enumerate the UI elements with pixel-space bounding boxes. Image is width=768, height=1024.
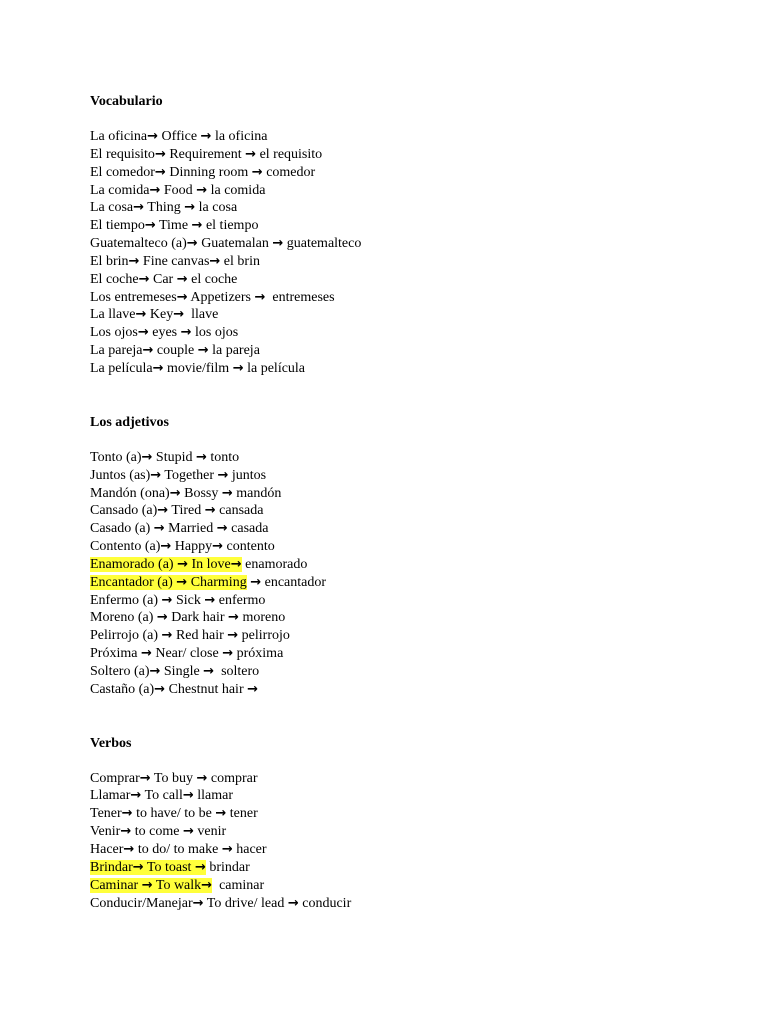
entry-text: Guatemalteco (a) [90, 236, 187, 252]
entry-text: Contento (a) [90, 539, 161, 555]
arrow-icon: → [194, 859, 206, 875]
vocab-entry [90, 182, 730, 200]
entry-text: casada [227, 521, 269, 537]
arrow-icon: → [177, 556, 188, 572]
entry-text: Castaño (a) [90, 681, 155, 697]
vocab-entry [90, 467, 730, 485]
arrow-icon: → [176, 574, 188, 590]
arrow-icon: → [128, 253, 140, 269]
vocab-entry [90, 538, 730, 556]
vocab-entry [90, 199, 730, 217]
entry-text: Office [158, 129, 201, 144]
arrow-icon: → [120, 824, 132, 840]
entry-text: enfermo [215, 592, 266, 608]
entry-text: movie/film [163, 360, 233, 376]
arrow-icon: → [196, 182, 208, 198]
arrow-icon: → [200, 129, 212, 144]
vocab-entry [90, 805, 730, 823]
vocab-entry [90, 609, 730, 627]
arrow-icon: → [144, 218, 156, 234]
entry-text: Encantador (a) [90, 574, 177, 590]
entry-text: Happy [171, 539, 213, 555]
entry-text: To drive/ lead [203, 895, 288, 911]
entry-text: el coche [187, 271, 238, 287]
entry-text: el brin [220, 253, 260, 269]
entry-text: Llamar [90, 788, 131, 804]
arrow-icon: → [176, 289, 188, 305]
section-adjetivos [90, 414, 730, 699]
arrow-icon: → [287, 895, 299, 911]
arrow-icon: → [154, 146, 166, 162]
entry-text: Cansado (a) [90, 503, 158, 519]
entry-text: La comida [90, 182, 150, 198]
entry-text: eyes [148, 325, 181, 341]
entry-text: Time [155, 218, 192, 234]
arrow-icon: → [182, 788, 194, 804]
section-vocabulario [90, 93, 730, 378]
arrow-icon: → [197, 343, 209, 359]
entry-text: Chestnut hair [165, 681, 248, 697]
vocab-entry [90, 681, 730, 699]
arrow-icon: → [135, 307, 147, 323]
arrow-icon: → [142, 343, 154, 359]
vocab-entry [90, 859, 730, 877]
entry-text: Charming [187, 574, 247, 590]
entry-text: Appetizers [187, 289, 255, 305]
entry-text: llamar [193, 788, 234, 804]
document-page [90, 93, 730, 912]
entry-text: tonto [206, 449, 240, 465]
entry-text: El brin [90, 253, 129, 269]
arrow-icon: → [215, 806, 227, 822]
arrow-icon: → [209, 253, 221, 269]
vocab-entry [90, 574, 730, 592]
entry-text: comprar [207, 770, 258, 786]
entry-text: Comprar [90, 770, 140, 786]
entry-text: llave [184, 307, 219, 323]
entry-text: encantador [261, 574, 327, 590]
arrow-icon: → [251, 164, 263, 180]
vocab-entry [90, 770, 730, 788]
arrow-icon: → [212, 539, 224, 555]
arrow-icon: → [250, 574, 262, 590]
arrow-icon: → [150, 467, 162, 483]
arrow-icon: → [204, 592, 216, 608]
entry-text: Soltero (a) [90, 663, 150, 679]
entry-text: Tired [168, 503, 205, 519]
entry-text: mandón [232, 485, 282, 501]
arrow-icon: → [160, 539, 172, 555]
arrow-icon: → [232, 360, 244, 376]
vocab-entry [90, 663, 730, 681]
vocab-entry [90, 645, 730, 663]
entry-text: entremeses [265, 289, 335, 305]
entry-text: venir [193, 824, 227, 840]
vocab-entry [90, 235, 730, 253]
arrow-icon: → [216, 521, 228, 537]
entry-text: La oficina [90, 129, 148, 144]
arrow-icon: → [227, 628, 239, 644]
arrow-icon: → [196, 449, 207, 465]
arrow-icon: → [245, 146, 257, 162]
arrow-icon: → [141, 449, 153, 465]
arrow-icon: → [140, 646, 152, 662]
entry-text: la oficina [211, 129, 268, 144]
entry-text: la película [243, 360, 306, 376]
arrow-icon: → [149, 182, 161, 198]
vocab-entry [90, 627, 730, 645]
vocab-entry [90, 592, 730, 610]
arrow-icon: → [182, 824, 194, 840]
arrow-icon: → [133, 200, 145, 216]
arrow-icon: → [201, 877, 213, 893]
arrow-icon: → [184, 200, 196, 216]
entry-list [90, 449, 730, 699]
entry-text: La cosa [90, 200, 134, 216]
arrow-icon: → [130, 788, 142, 804]
entry-text: El comedor [90, 164, 155, 180]
arrow-icon: → [173, 307, 185, 323]
vocab-entry [90, 306, 730, 324]
arrow-icon: → [161, 592, 173, 608]
entry-text: Single [160, 663, 204, 679]
entry-text: moreno [238, 610, 286, 626]
arrow-icon: → [137, 325, 149, 341]
entry-text: cansada [215, 503, 264, 519]
arrow-icon: → [154, 164, 166, 180]
section-title: Los adjetivos [90, 414, 169, 430]
entry-text: Red hair [172, 628, 228, 644]
arrow-icon: → [156, 610, 168, 626]
entry-text: Dinning room [165, 164, 252, 180]
vocab-entry [90, 520, 730, 538]
entry-text: caminar [212, 877, 265, 893]
vocab-entry [90, 823, 730, 841]
arrow-icon: → [132, 859, 144, 875]
entry-text: To call [141, 788, 183, 804]
vocab-entry [90, 342, 730, 360]
entry-text: la cosa [195, 200, 238, 216]
arrow-icon: → [180, 325, 192, 341]
vocab-entry [90, 449, 730, 467]
entry-text: hacer [232, 842, 267, 857]
entry-text: juntos [228, 467, 267, 483]
vocab-entry [90, 787, 730, 805]
arrow-icon: → [139, 770, 151, 786]
entry-text: Fine canvas [139, 253, 210, 269]
arrow-icon: → [203, 663, 215, 679]
arrow-icon: → [217, 467, 229, 483]
entry-text: comedor [262, 164, 316, 180]
entry-text: Guatemalan [197, 236, 273, 252]
entry-text: Stupid [152, 449, 196, 465]
vocab-entry [90, 217, 730, 235]
arrow-icon: → [222, 646, 234, 662]
entry-text: conducir [298, 895, 352, 911]
arrow-icon: → [153, 521, 165, 537]
section-title: Verbos [90, 735, 132, 751]
entry-text: próxima [233, 646, 284, 662]
arrow-icon: → [176, 271, 188, 287]
entry-text: El requisito [90, 146, 155, 162]
entry-text: to do/ to make [134, 842, 222, 857]
entry-text: Enamorado (a) [90, 556, 178, 572]
entry-text: to have/ to be [132, 806, 216, 822]
entry-text: Tonto (a) [90, 449, 142, 465]
arrow-icon: → [254, 289, 266, 305]
arrow-icon: → [196, 770, 208, 786]
arrow-icon: → [228, 610, 239, 626]
vocab-entry [90, 485, 730, 503]
entry-text: Key [146, 307, 174, 323]
arrow-icon: → [161, 628, 173, 644]
entry-text: enamorado [241, 556, 308, 572]
entry-text: Juntos (as) [90, 467, 151, 483]
entry-text: la comida [207, 182, 266, 198]
arrow-icon: → [141, 877, 153, 893]
entry-text: brindar [205, 859, 250, 875]
arrow-icon: → [157, 503, 169, 519]
arrow-icon: → [272, 236, 284, 252]
entry-text: Casado (a) [90, 521, 154, 537]
entry-text: Thing [144, 200, 185, 216]
vocab-entry [90, 164, 730, 182]
arrow-icon: → [169, 485, 181, 501]
entry-list [90, 770, 730, 913]
entry-text: to come [131, 824, 183, 840]
vocab-entry [90, 502, 730, 520]
entry-text: Moreno (a) [90, 610, 157, 626]
entry-text: soltero [214, 663, 260, 679]
arrow-icon: → [192, 895, 204, 911]
entry-text: Pelirrojo (a) [90, 628, 162, 644]
arrow-icon: → [204, 503, 216, 519]
arrow-icon: → [230, 556, 242, 572]
entry-text: guatemalteco [283, 236, 362, 252]
arrow-icon: → [221, 485, 233, 501]
arrow-icon: → [147, 129, 159, 144]
arrow-icon: → [191, 218, 203, 234]
entry-text: To toast [143, 859, 195, 875]
vocab-entry [90, 271, 730, 289]
entry-text: Venir [90, 824, 121, 840]
entry-text: To walk [152, 877, 202, 893]
entry-text: Hacer [90, 842, 124, 857]
vocab-entry [90, 895, 730, 913]
vocab-entry [90, 556, 730, 574]
entry-text: Near/ close [151, 646, 223, 662]
entry-text: La pareja [90, 343, 143, 359]
entry-text: Los entremeses [90, 289, 177, 305]
entry-text: Food [160, 182, 197, 198]
entry-text: La película [90, 360, 153, 376]
entry-text: Together [161, 467, 218, 483]
entry-text: Tener [90, 806, 122, 822]
arrow-icon: → [149, 663, 161, 679]
vocab-entry [90, 841, 730, 859]
entry-list [90, 128, 730, 378]
entry-text: Car [149, 271, 177, 287]
entry-text: contento [223, 539, 275, 555]
arrow-icon: → [138, 271, 150, 287]
vocab-entry [90, 146, 730, 164]
vocab-entry [90, 324, 730, 342]
arrow-icon: → [121, 806, 133, 822]
entry-text: Próxima [90, 646, 141, 662]
entry-text: El tiempo [90, 218, 145, 234]
vocab-entry [90, 289, 730, 307]
entry-text: La llave [90, 307, 136, 323]
entry-text: Dark hair [167, 610, 229, 626]
arrow-icon: → [221, 842, 233, 857]
entry-text: el requisito [256, 146, 323, 162]
entry-text: Conducir/Manejar [90, 895, 193, 911]
arrow-icon: → [154, 681, 166, 697]
entry-text: Bossy [180, 485, 222, 501]
section-title: Vocabulario [90, 94, 163, 109]
entry-text: Married [164, 521, 217, 537]
entry-text: Sick [172, 592, 205, 608]
entry-text: tener [226, 806, 258, 822]
vocab-entry [90, 253, 730, 271]
arrow-icon: → [186, 236, 198, 252]
entry-text: El coche [90, 271, 139, 287]
entry-text: Caminar [90, 877, 142, 893]
vocab-entry [90, 128, 730, 146]
arrow-icon: → [247, 681, 259, 697]
vocab-entry [90, 360, 730, 378]
entry-text: el tiempo [202, 218, 259, 234]
entry-text: In love [187, 556, 231, 572]
entry-text: To buy [150, 770, 197, 786]
vocab-entry [90, 877, 730, 895]
entry-text: Los ojos [90, 325, 138, 341]
entry-text: pelirrojo [238, 628, 290, 644]
entry-text: couple [153, 343, 198, 359]
section-verbos [90, 735, 730, 913]
entry-text: los ojos [191, 325, 239, 341]
entry-text: la pareja [208, 343, 260, 359]
entry-text: Requirement [165, 146, 246, 162]
entry-text: Brindar [90, 859, 133, 875]
arrow-icon: → [152, 360, 164, 376]
arrow-icon: → [123, 842, 135, 857]
entry-text: Mandón (ona) [90, 485, 170, 501]
entry-text: Enfermo (a) [90, 592, 162, 608]
